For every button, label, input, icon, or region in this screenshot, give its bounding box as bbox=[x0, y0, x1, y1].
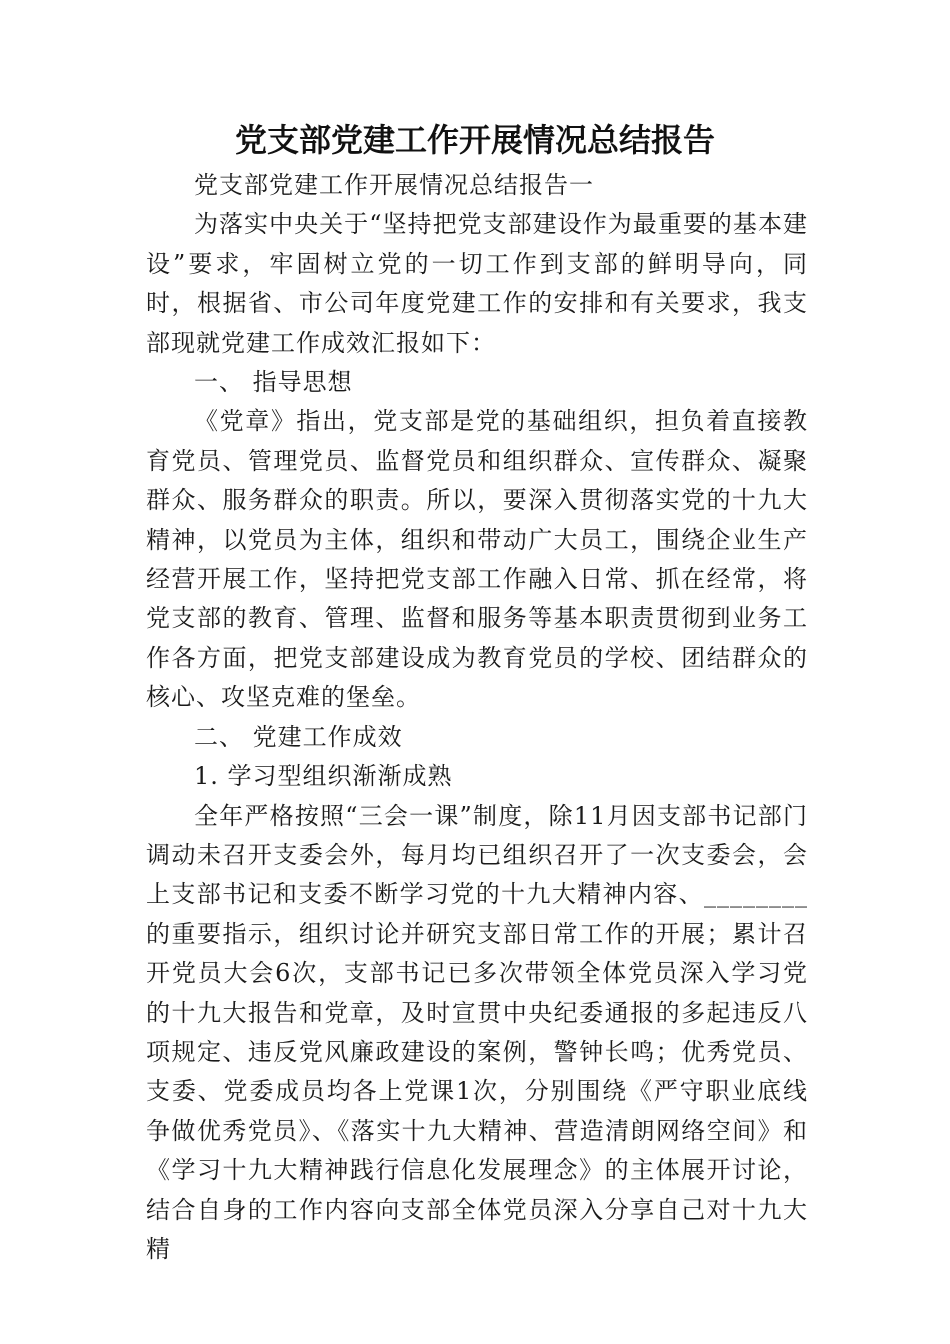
paragraph-learning-organization: 全年严格按照“三会一课”制度，除11月因支部书记部门调动未召开支委会外，每月均已组织召开了一次支委会，会上支部书记和支委不断学习党的十九大精神内容、________的重要指示，组织讨论并研究支部日常工作的开展；累计召开党员大会6次，支部书记已多次带领全体党员深入学习党的十九大报告和党章，及时宣贯中央纪委通报的多起违反八项规定、违反党风廉政建设的案例，警钟长鸣；优秀党员、支委、党委成员均各上党课1次，分别围绕《严守职业底线争做优秀党员》、《落实十九大精神、营造清朗网络空间》和《学习十九大精神践行信息化发展理念》的主体展开讨论，结合自身的工作内容向支部全体党员深入分享自己对十九大精 bbox=[146, 801, 808, 1263]
heading-achievements: 二、 党建工作成效 bbox=[194, 722, 403, 751]
heading-guiding-thought: 一、 指导思想 bbox=[194, 368, 353, 397]
paragraph-subtitle: 党支部党建工作开展情况总结报告一 bbox=[194, 171, 594, 199]
document-title: 党支部党建工作开展情况总结报告 bbox=[234, 121, 715, 159]
paragraph-intro: 为落实中央关于“坚持把党支部建设作为最重要的基本建设”要求，牢固树立党的一切工作到支部的鲜明导向，同时，根据省、市公司年度党建工作的安排和有关要求，我支部现就党建工作成效汇报如下： bbox=[146, 210, 808, 357]
subheading-learning-organization: 1. 学习型组织渐渐成熟 bbox=[194, 762, 453, 791]
document-body bbox=[146, 166, 808, 1269]
paragraph-guiding-thought: 《党章》指出，党支部是党的基础组织，担负着直接教育党员、管理党员、监督党员和组织群众、宣传群众、凝聚群众、服务群众的职责。所以，要深入贯彻落实党的十九大精神，以党员为主体，组织和带动广大员工，围绕企业生产经营开展工作，坚持把党支部工作融入日常、抓在经常，将党支部的教育、管理、监督和服务等基本职责贯彻到业务工作各方面，把党支部建设成为教育党员的学校、团结群众的核心、攻坚克难的堡垒。 bbox=[146, 407, 808, 712]
